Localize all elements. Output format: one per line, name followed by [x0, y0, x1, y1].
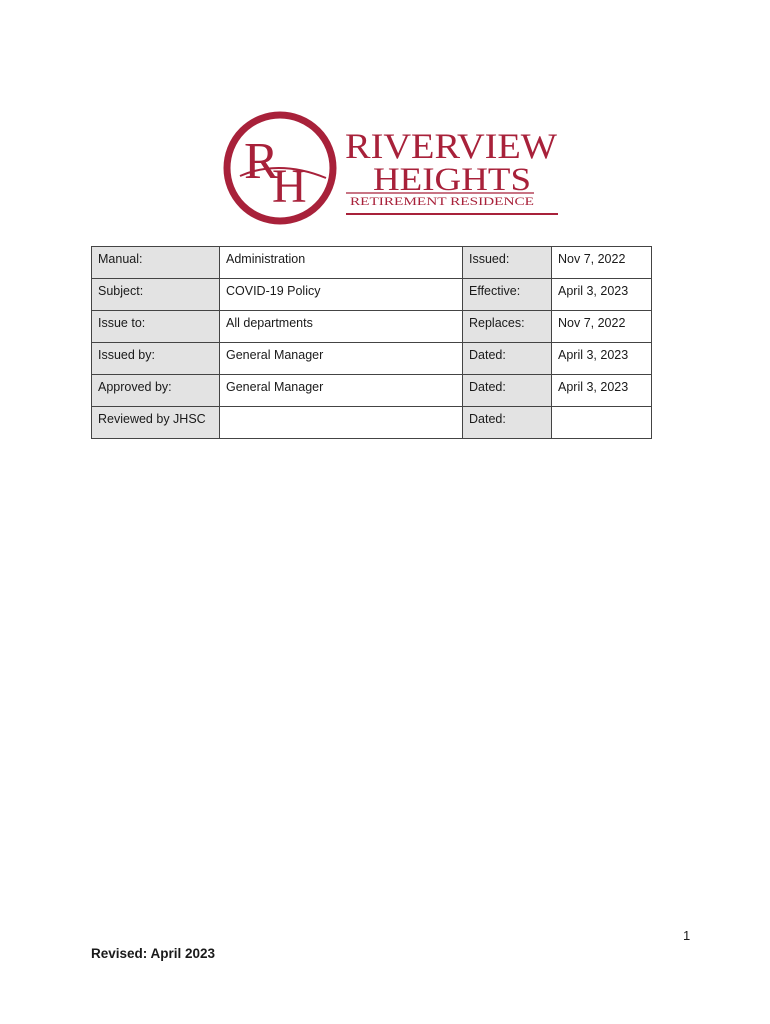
policy-info-table — [91, 246, 652, 439]
table-row — [92, 247, 652, 279]
revised-date: Revised: April 2023 — [91, 946, 216, 961]
logo-name-line2: HEIGHTS — [373, 162, 531, 198]
logo-monogram-h: H — [272, 160, 307, 213]
approved-by-dated-value: April 3, 2023 — [552, 375, 652, 407]
table-row — [92, 311, 652, 343]
manual-label: Manual: — [92, 247, 220, 279]
page-number: 1 — [683, 928, 691, 943]
reviewed-by-value — [220, 407, 463, 439]
logo-name-line1: RIVERVIEW — [345, 126, 558, 166]
issued-label: Issued: — [463, 247, 552, 279]
subject-value: COVID-19 Policy — [220, 279, 463, 311]
issued-value: Nov 7, 2022 — [552, 247, 652, 279]
issued-by-label: Issued by: — [92, 343, 220, 375]
reviewed-by-dated-value — [552, 407, 652, 439]
subject-label: Subject: — [92, 279, 220, 311]
issue-to-label: Issue to: — [92, 311, 220, 343]
riverview-heights-logo — [222, 106, 562, 230]
table-row — [92, 279, 652, 311]
logo-monogram-r: R — [244, 133, 279, 190]
logo-tagline: RETIREMENT RESIDENCE — [350, 196, 534, 208]
table-row — [92, 375, 652, 407]
approved-by-label: Approved by: — [92, 375, 220, 407]
replaces-label: Replaces: — [463, 311, 552, 343]
issue-to-value: All departments — [220, 311, 463, 343]
issued-by-dated-value: April 3, 2023 — [552, 343, 652, 375]
effective-label: Effective: — [463, 279, 552, 311]
company-logo — [222, 106, 562, 230]
issued-by-dated-label: Dated: — [463, 343, 552, 375]
table-row — [92, 343, 652, 375]
table-row — [92, 407, 652, 439]
issued-by-value: General Manager — [220, 343, 463, 375]
reviewed-by-dated-label: Dated: — [463, 407, 552, 439]
effective-value: April 3, 2023 — [552, 279, 652, 311]
approved-by-dated-label: Dated: — [463, 375, 552, 407]
manual-value: Administration — [220, 247, 463, 279]
replaces-value: Nov 7, 2022 — [552, 311, 652, 343]
approved-by-value: General Manager — [220, 375, 463, 407]
reviewed-by-label: Reviewed by JHSC — [92, 407, 220, 439]
